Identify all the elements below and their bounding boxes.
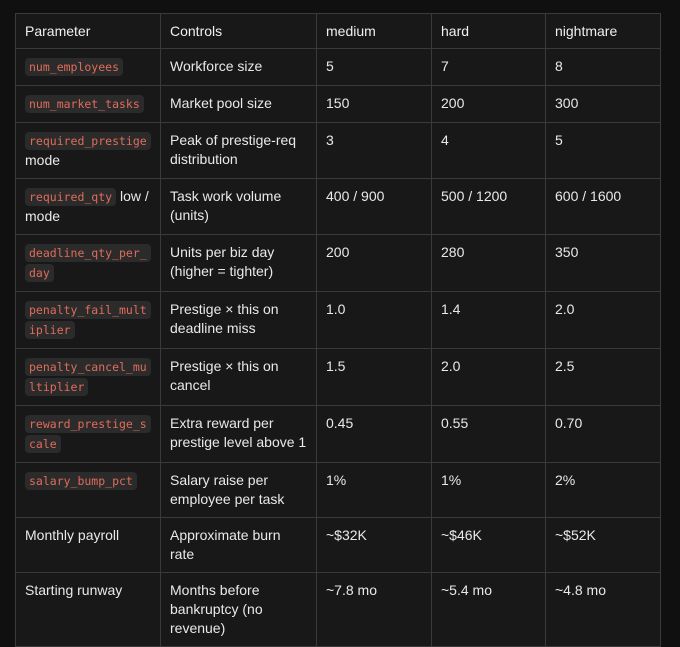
parameter-cell	[16, 463, 161, 518]
hard-cell: 500 / 1200	[432, 179, 546, 235]
controls-cell: Approximate burn rate	[161, 518, 317, 573]
nightmare-cell: 300	[546, 86, 661, 123]
header-parameter: Parameter	[16, 14, 161, 49]
controls-cell: Salary raise per employee per task	[161, 463, 317, 518]
table-row	[16, 49, 661, 86]
controls-cell: Prestige × this on cancel	[161, 349, 317, 406]
medium-cell: 1%	[317, 463, 432, 518]
hard-cell: 280	[432, 235, 546, 292]
difficulty-parameters-table-container	[15, 13, 660, 647]
parameter-cell	[16, 123, 161, 179]
parameter-cell	[16, 406, 161, 463]
hard-cell: 1%	[432, 463, 546, 518]
nightmare-cell: 350	[546, 235, 661, 292]
header-nightmare: nightmare	[546, 14, 661, 49]
nightmare-cell: 8	[546, 49, 661, 86]
hard-cell: 200	[432, 86, 546, 123]
table-row	[16, 86, 661, 123]
header-controls: Controls	[161, 14, 317, 49]
parameter-code: deadline_qty_per_day	[25, 244, 151, 282]
controls-cell: Months before bankruptcy (no revenue)	[161, 573, 317, 647]
header-medium: medium	[317, 14, 432, 49]
parameter-cell: Starting runway	[16, 573, 161, 647]
hard-cell: 2.0	[432, 349, 546, 406]
table-row	[16, 573, 661, 647]
table-header	[16, 14, 661, 49]
table-row	[16, 463, 661, 518]
parameter-cell	[16, 49, 161, 86]
parameter-code: required_qty	[25, 188, 116, 206]
nightmare-cell: 0.70	[546, 406, 661, 463]
difficulty-parameters-table	[15, 13, 661, 647]
medium-cell: 150	[317, 86, 432, 123]
parameter-code: salary_bump_pct	[25, 472, 137, 490]
controls-cell: Workforce size	[161, 49, 317, 86]
parameter-code: penalty_cancel_multiplier	[25, 358, 151, 396]
parameter-code: num_employees	[25, 58, 123, 76]
table-row	[16, 179, 661, 235]
header-row	[16, 14, 661, 49]
hard-cell: ~5.4 mo	[432, 573, 546, 647]
nightmare-cell: ~$52K	[546, 518, 661, 573]
medium-cell: 1.5	[317, 349, 432, 406]
medium-cell: 5	[317, 49, 432, 86]
nightmare-cell: 2.0	[546, 292, 661, 349]
parameter-code: num_market_tasks	[25, 95, 144, 113]
hard-cell: ~$46K	[432, 518, 546, 573]
nightmare-cell: ~4.8 mo	[546, 573, 661, 647]
parameter-suffix: low / mode	[25, 188, 149, 224]
header-hard: hard	[432, 14, 546, 49]
controls-cell: Market pool size	[161, 86, 317, 123]
medium-cell: 3	[317, 123, 432, 179]
table-row	[16, 235, 661, 292]
parameter-code: required_prestige	[25, 132, 151, 150]
hard-cell: 0.55	[432, 406, 546, 463]
controls-cell: Task work volume (units)	[161, 179, 317, 235]
parameter-code: penalty_fail_multiplier	[25, 301, 151, 339]
medium-cell: ~$32K	[317, 518, 432, 573]
table-row	[16, 518, 661, 573]
parameter-cell	[16, 235, 161, 292]
controls-cell: Prestige × this on deadline miss	[161, 292, 317, 349]
parameter-cell	[16, 86, 161, 123]
medium-cell: ~7.8 mo	[317, 573, 432, 647]
hard-cell: 7	[432, 49, 546, 86]
table-row	[16, 123, 661, 179]
nightmare-cell: 5	[546, 123, 661, 179]
medium-cell: 0.45	[317, 406, 432, 463]
controls-cell: Extra reward per prestige level above 1	[161, 406, 317, 463]
table-row	[16, 406, 661, 463]
nightmare-cell: 600 / 1600	[546, 179, 661, 235]
hard-cell: 4	[432, 123, 546, 179]
medium-cell: 1.0	[317, 292, 432, 349]
parameter-cell	[16, 349, 161, 406]
parameter-cell: Monthly payroll	[16, 518, 161, 573]
parameter-cell	[16, 292, 161, 349]
parameter-cell	[16, 179, 161, 235]
table-row	[16, 292, 661, 349]
hard-cell: 1.4	[432, 292, 546, 349]
parameter-code: reward_prestige_scale	[25, 415, 151, 453]
table-body	[16, 49, 661, 647]
parameter-suffix: mode	[25, 152, 61, 168]
medium-cell: 400 / 900	[317, 179, 432, 235]
controls-cell: Units per biz day (higher = tighter)	[161, 235, 317, 292]
medium-cell: 200	[317, 235, 432, 292]
table-row	[16, 349, 661, 406]
nightmare-cell: 2%	[546, 463, 661, 518]
nightmare-cell: 2.5	[546, 349, 661, 406]
controls-cell: Peak of prestige-req distribution	[161, 123, 317, 179]
